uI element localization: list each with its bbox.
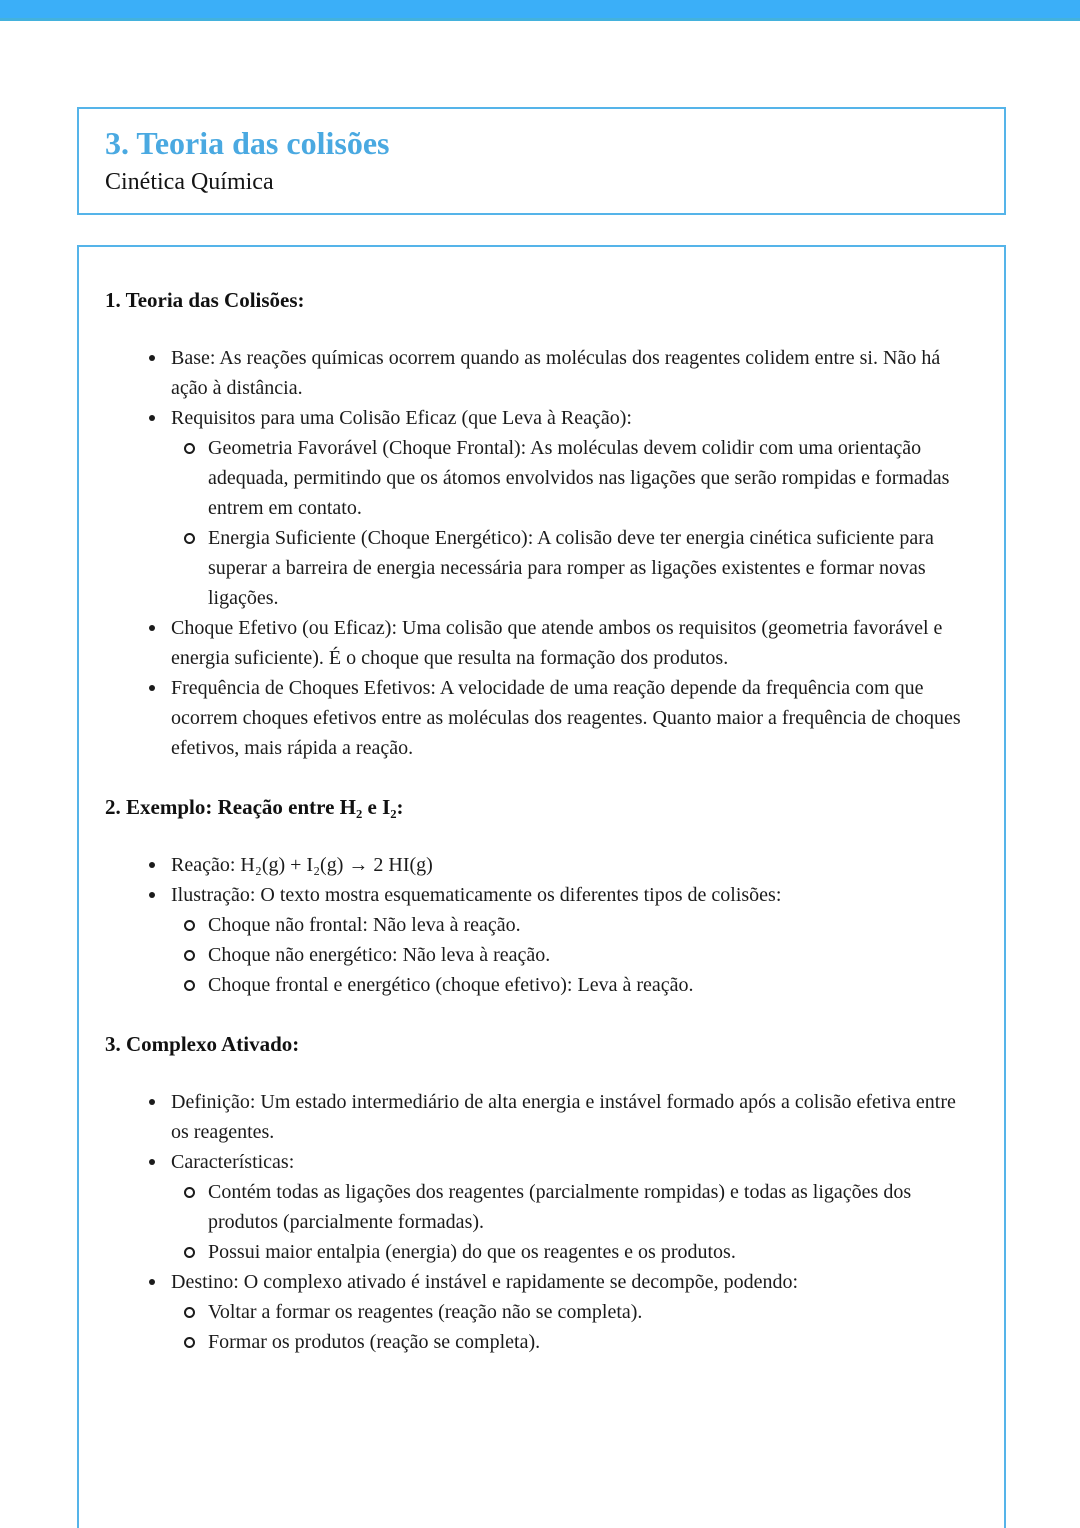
sub-list-item [208,1237,970,1267]
sub-list-item [208,523,970,613]
page-title: 3. Teoria das colisões [105,125,390,161]
list-item-text: Definição: Um estado intermediário de alta energia e instável formado após a colisão efetiva entre os reagentes. [171,1091,956,1143]
list-item-text: Base: As reações químicas ocorrem quando as moléculas dos reagentes colidem entre si. Não há ação à distância. [171,347,941,399]
list-item-text: Choque Efetivo (ou Eficaz): Uma colisão que atende ambos os requisitos (geometria favorável e energia suficiente). É o choque que resulta na formação dos produtos. [171,617,943,669]
sub-bullet-list [171,1177,970,1267]
section-3 [105,1029,970,1357]
list-item [171,403,970,613]
sub-list-item-text: Energia Suficiente (Choque Energético): A colisão deve ter energia cinética suficiente para superar a barreira de energia necessária para romper as ligações existentes e formar novas ligações. [208,527,934,609]
list-item [171,880,970,1000]
page-subtitle: Cinética Química [105,169,274,195]
sub-list-item-text: Choque frontal e energético (choque efetivo): Leva à reação. [208,974,694,996]
sub-bullet-list [171,433,970,613]
sub-list-item [208,910,970,940]
list-item-text: Frequência de Choques Efetivos: A velocidade de uma reação depende da frequência com que ocorrem choques efetivos entre as moléculas dos reagentes. Quanto maior a frequência de choques efetivos, mais rápida a reação. [171,677,961,759]
bullet-list [105,1087,970,1357]
section-1 [105,285,970,763]
sub-list-item [208,433,970,523]
bullet-list [105,850,970,1000]
title-box [77,107,1006,215]
list-item [171,343,970,403]
list-item [171,850,970,880]
content-box [77,245,1006,1528]
list-item [171,1147,970,1267]
sub-list-item [208,970,970,1000]
section-2 [105,792,970,1000]
section-heading: 1. Teoria das Colisões: [105,288,305,312]
sub-bullet-list [171,1297,970,1357]
list-item [171,613,970,673]
section-heading: 3. Complexo Ativado: [105,1032,300,1056]
sub-list-item-text: Geometria Favorável (Choque Frontal): As moléculas devem colidir com uma orientação adequada, permitindo que os átomos envolvidos nas ligações que serão rompidas e formadas entrem em contato. [208,437,950,519]
sub-list-item [208,1297,970,1327]
sub-list-item-text: Choque não energético: Não leva à reação. [208,944,551,966]
list-item-text: Reação: H₂(g) + I₂(g) → 2 HI(g) [171,854,433,876]
section-heading: 2. Exemplo: Reação entre H₂ e I₂: [105,795,404,819]
sub-list-item-text: Contém todas as ligações dos reagentes (parcialmente rompidas) e todas as ligações dos produtos (parcialmente formadas). [208,1181,912,1233]
list-item-text: Características: [171,1151,295,1173]
bullet-list [105,343,970,763]
sub-list-item [208,940,970,970]
sub-list-item-text: Formar os produtos (reação se completa). [208,1331,541,1353]
sub-list-item-text: Choque não frontal: Não leva à reação. [208,914,521,936]
sub-list-item-text: Voltar a formar os reagentes (reação não se completa). [208,1301,643,1323]
list-item [171,673,970,763]
title-box-inner [79,109,1004,199]
sub-list-item [208,1327,970,1357]
list-item [171,1267,970,1357]
list-item-text: Requisitos para uma Colisão Eficaz (que Leva à Reação): [171,407,632,429]
sub-list-item-text: Possui maior entalpia (energia) do que os reagentes e os produtos. [208,1241,736,1263]
sub-bullet-list [171,910,970,1000]
sections [79,247,1004,1357]
list-item [171,1087,970,1147]
sub-list-item [208,1177,970,1237]
list-item-text: Destino: O complexo ativado é instável e rapidamente se decompõe, podendo: [171,1271,799,1293]
list-item-text: Ilustração: O texto mostra esquematicamente os diferentes tipos de colisões: [171,884,782,906]
top-accent-bar [0,0,1080,21]
